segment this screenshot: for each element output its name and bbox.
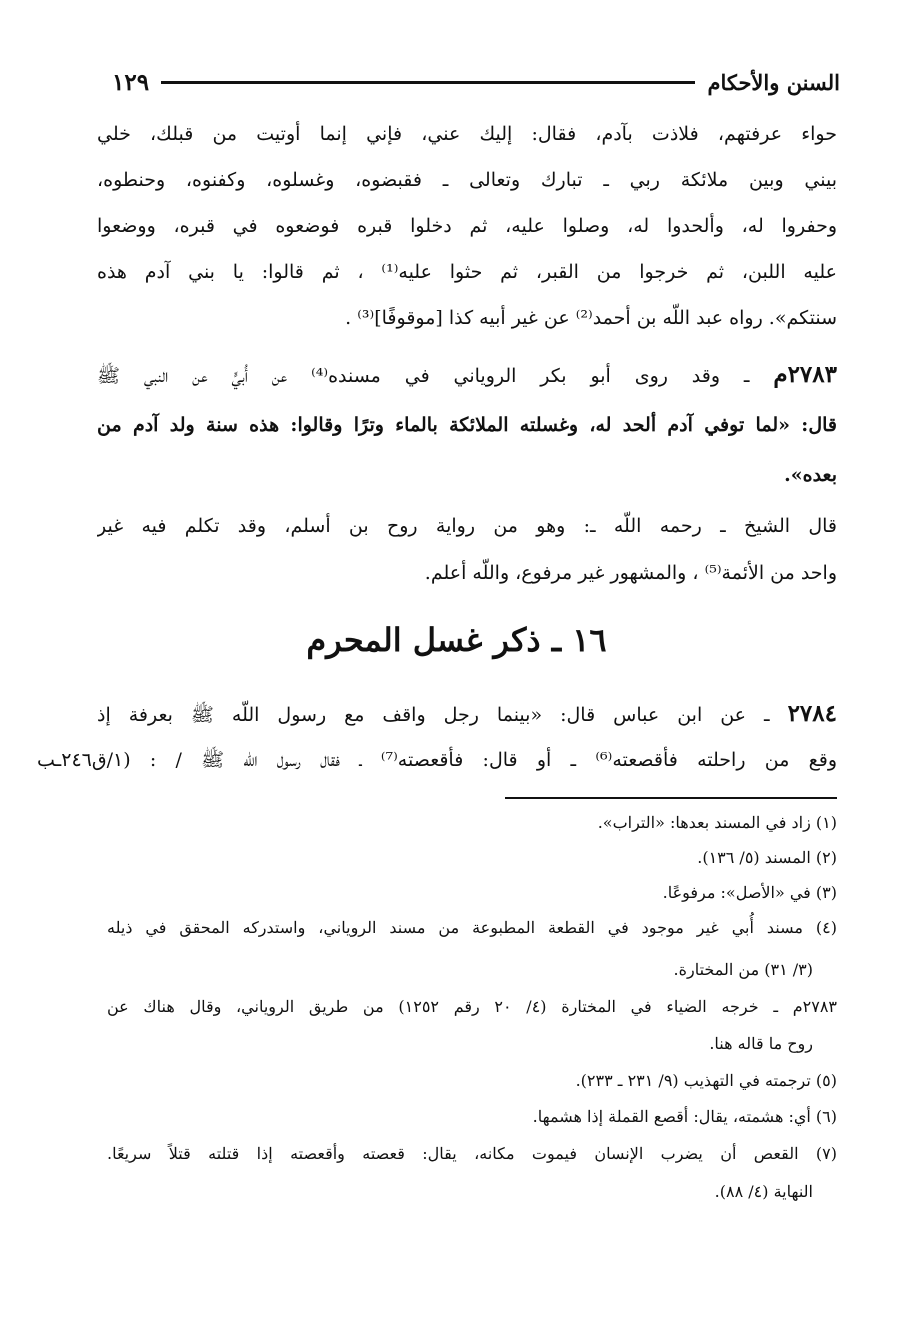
hadith-text: ـ عن ابن عباس قال: «بينما رجل واقف مع رسول اللّه ﷺ بعرفة إذ: [97, 704, 788, 726]
hadith-2784-line-1: [97, 694, 837, 734]
body-line: سنتكم». رواه عبد اللّه بن أحمد⁽²⁾ عن غير أبيه كذا [موقوفًا]⁽³⁾ .: [345, 307, 837, 329]
footnote: (٦) أي: هشمته، يقال: أقصع القملة إذا هشمها.: [532, 1107, 837, 1126]
footnote-continuation: النهاية (٤/ ٨٨).: [714, 1182, 813, 1201]
footnote: (١) زاد في المسند بعدها: «التراب».: [597, 813, 837, 832]
footnote: ٢٧٨٣م ـ خرجه الضياء في المختارة (٤/ ٢٠ رقم ١٢٥٢) من طريق الروياني، وقال هناك عن: [107, 997, 837, 1016]
footnote: (٢) المسند (٥/ ١٣٦).: [697, 848, 837, 867]
header-title: السنن والأحكام: [707, 69, 840, 95]
hadith-number: ٢٧٨٣م: [773, 361, 837, 388]
hadith-text: ـ وقد روى أبو بكر الروياني في مسنده⁽⁴⁾ عن أُبيٍّ عن النبي ﷺ: [97, 365, 774, 387]
footnote-continuation: روح ما قاله هنا.: [709, 1034, 813, 1053]
footnote-separator: [505, 797, 837, 799]
body-line: وحفروا له، وألحدوا له، وصلوا عليه، ثم دخلوا قبره فوضعوه في قبره، ووضعوا: [97, 215, 837, 237]
hadith-number: ٢٧٨٤: [787, 700, 837, 727]
footnote: (٤) مسند أُبي غير موجود في القطعة المطبوعة من مسند الروياني، واستدركه المحقق في ذيله: [107, 918, 837, 937]
section-title: ١٦ ـ ذكر غسل المحرم: [306, 621, 607, 659]
sheikh-comment-line: واحد من الأئمة⁽⁵⁾ ، والمشهور غير مرفوع، واللّه أعلم.: [424, 562, 837, 584]
body-line: عليه اللبن، ثم خرجوا من القبر، ثم حثوا عليه⁽¹⁾ ، ثم قالوا: يا بني آدم هذه: [97, 261, 837, 283]
header-rule: [161, 81, 695, 84]
page-number: ١٢٩: [112, 68, 150, 96]
footnote: (٣) في «الأصل»: مرفوعًا.: [662, 883, 837, 902]
running-header: [112, 64, 840, 100]
hadith-2783-line-2: قال: «لما توفي آدم ألحد له، وغسلته الملائكة بالماء وترًا وقالوا: هذه سنة ولد آدم من: [97, 414, 837, 436]
hadith-2784-line-2: وقع من راحلته فأقصعته⁽⁶⁾ ـ أو قال: فأقعصته⁽⁷⁾ ـ فقال رسول اللّه ﷺ / : (١/ق٢٤٦ـب: [37, 749, 837, 771]
hadith-2783-line-1: [97, 355, 837, 395]
footnote-continuation: (٣/ ٣١) من المختارة.: [673, 960, 813, 979]
body-line: بيني وبين ملائكة ربي ـ تبارك وتعالى ـ فقبضوه، وغسلوه، وكفنوه، وحنطوه،: [97, 169, 837, 191]
body-line: حواء عرفتهم، فلاذت بآدم، فقال: إليك عني، فإني إنما أوتيت من قبلك، خلي: [97, 123, 837, 145]
footnote: (٧) القعص أن يضرب الإنسان فيموت مكانه، يقال: قعصته وأقعصته إذا قتلته قتلاً سريعًا.: [107, 1144, 837, 1163]
footnote: (٥) ترجمته في التهذيب (٩/ ٢٣١ ـ ٢٣٣).: [575, 1071, 837, 1090]
sheikh-comment-line: قال الشيخ ـ رحمه اللّه ـ: وهو من رواية روح بن أسلم، وقد تكلم فيه غير: [97, 515, 837, 537]
hadith-2783-line-3: بعده».: [784, 464, 837, 486]
